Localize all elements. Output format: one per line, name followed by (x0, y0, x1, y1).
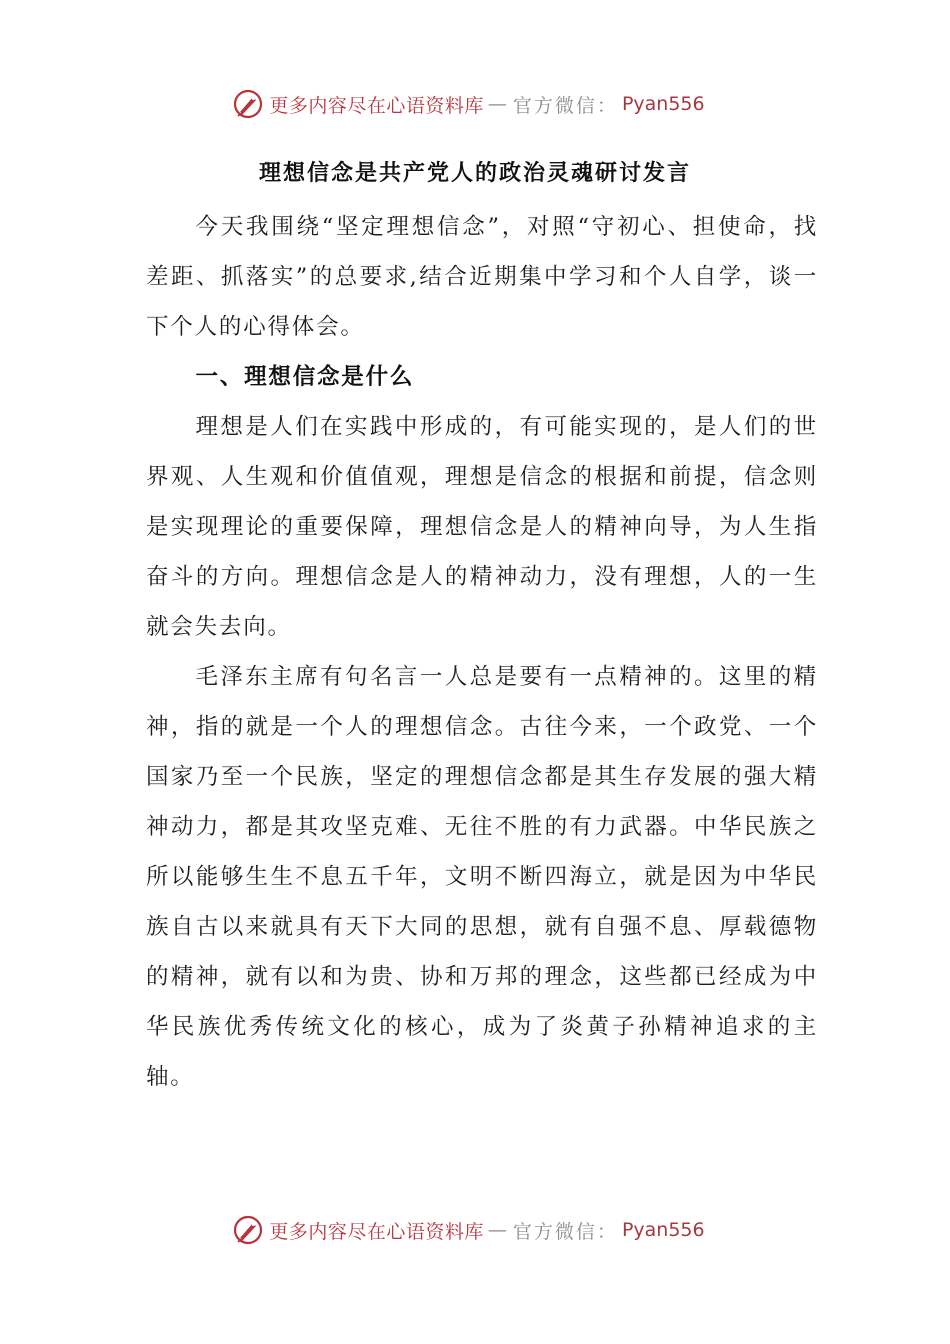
watermark-wechat-id: Pyan556 (621, 1219, 705, 1241)
document-title: 理想信念是共产党人的政治灵魂研讨发言 (258, 160, 691, 186)
section-heading: 一、理想信念是什么 (195, 364, 415, 390)
intro-paragraph: 今天我围绕“坚定理想信念”，对照“守初心、担使命，找差距、抓落实”的总要求,结合近期集中学习和个人自学，谈一下个人的心得体会。 (146, 214, 818, 340)
footer-watermark-row (231, 1213, 704, 1247)
watermark-official-label: 官方微信： (512, 94, 618, 117)
header-watermark-row (231, 87, 704, 121)
pen-logo-icon (231, 87, 265, 121)
watermark-official-label: 官方微信： (512, 1220, 618, 1243)
header-watermark (0, 82, 950, 126)
watermark-site-text: 更多内容尽在心语资料库 (269, 94, 484, 117)
watermark-wechat-id: Pyan556 (621, 93, 705, 115)
pen-logo-icon (231, 1213, 265, 1247)
watermark-site-text: 更多内容尽在心语资料库 (269, 1220, 484, 1243)
body-paragraph-2: 毛泽东主席有句名言一人总是要有一点精神的。这里的精神，指的就是一个人的理想信念。古往今来，一个政党、一个国家乃至一个民族，坚定的理想信念都是其生存发展的强大精神动力，都是其攻坚克难、无往不胜的有力武器。中华民族之所以能够生生不息五千年，文明不断四海立，就是因为中华民族自古以来就具有天下大同的思想，就有自强不息、厚载德物的精神，就有以和为贵、协和万邦的理念，这些都已经成为中华民族优秀传统文化的核心，成为了炎黄子孙精神追求的主轴。 (146, 664, 818, 1090)
document-body (146, 202, 818, 1102)
footer-watermark (0, 1208, 950, 1252)
watermark-dash: — (487, 1219, 509, 1241)
body-paragraph-1: 理想是人们在实践中形成的，有可能实现的，是人们的世界观、人生观和价值值观，理想是信念的根据和前提，信念则是实现理论的重要保障，理想信念是人的精神向导，为人生指奋斗的方向。理想信念是人的精神动力，没有理想，人的一生就会失去向。 (146, 414, 818, 640)
watermark-dash: — (487, 93, 509, 115)
